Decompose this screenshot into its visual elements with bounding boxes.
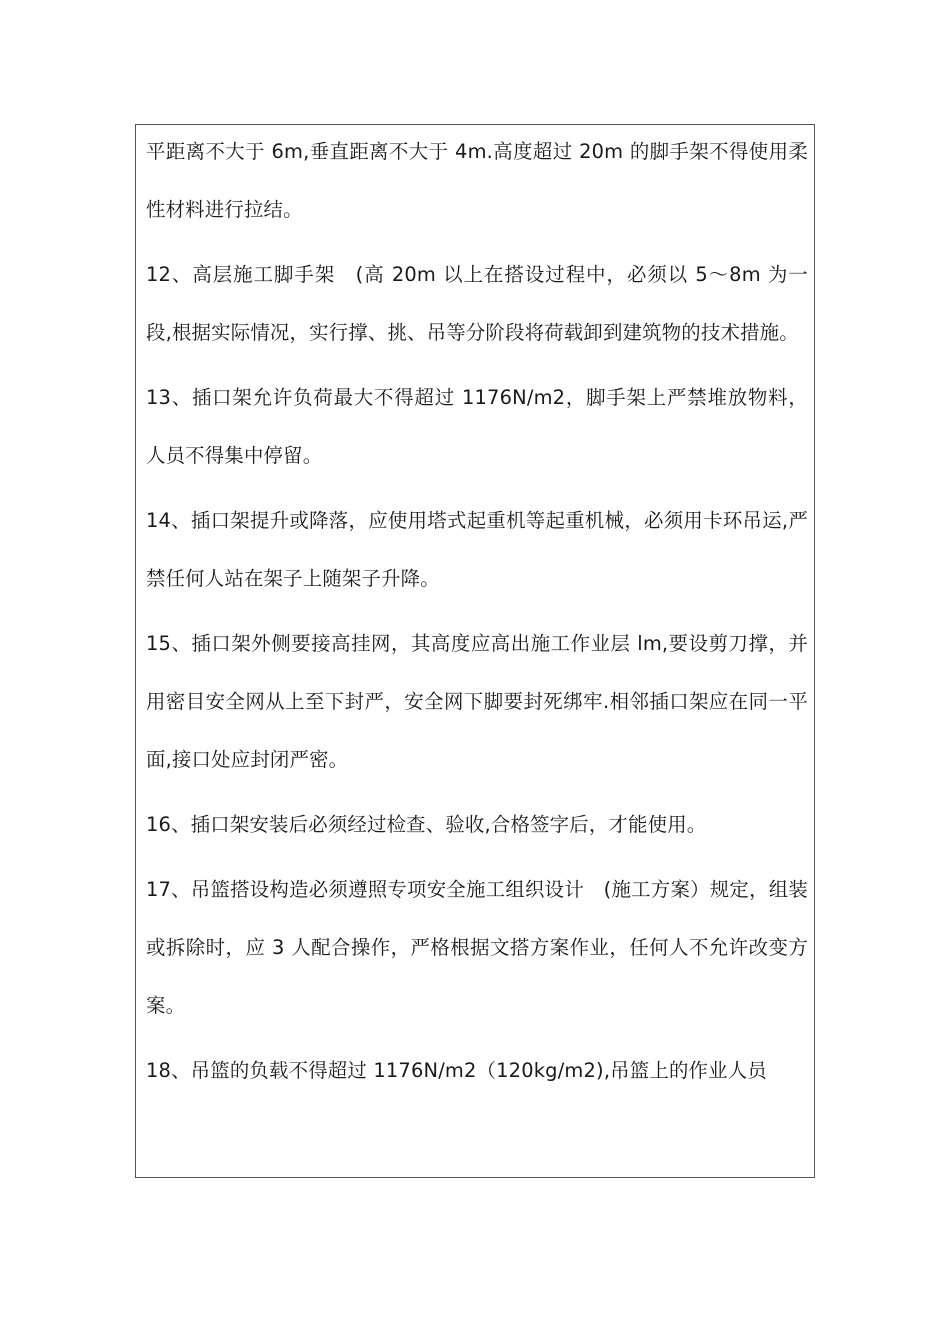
paragraph-item-15: 15、插口架外侧要接高挂网，其高度应高出施工作业层 lm,要设剪刀撑，并用密目安全网从上至下封严，安全网下脚要封死绑牢.相邻插口架应在同一平面,接口处应封闭严密。	[146, 632, 808, 771]
paragraph-item-16: 16、插口架安装后必须经过检查、验收,合格签字后，才能使用。	[146, 813, 707, 836]
paragraph-item-14: 14、插口架提升或降落，应使用塔式起重机等起重机械，必须用卡环吊运,严禁任何人站在架子上随架子升降。	[146, 509, 808, 590]
paragraph-item-13: 13、插口架允许负荷最大不得超过 1176N/m2，脚手架上严禁堆放物料，人员不得集中停留。	[146, 386, 808, 467]
paragraph-continuation: 平距离不大于 6m,垂直距离不大于 4m.高度超过 20m 的脚手架不得使用柔性材料进行拉结。	[146, 140, 808, 221]
paragraph-item-17: 17、吊篮搭设构造必须遵照专项安全施工组织设计 (施工方案）规定，组装或拆除时，应 3 人配合操作，严格根据文搭方案作业，任何人不允许改变方案。	[146, 878, 808, 1017]
document-body	[146, 125, 808, 1100]
paragraph-item-18: 18、吊篮的负载不得超过 1176N/m2（120kg/m2),吊篮上的作业人员	[146, 1059, 767, 1082]
paragraph-item-12: 12、高层施工脚手架 (高 20m 以上在搭设过程中，必须以 5～8m 为一段,根据实际情况，实行撑、挑、吊等分阶段将荷载卸到建筑物的技术措施。	[146, 263, 808, 344]
page-frame	[135, 124, 815, 1178]
